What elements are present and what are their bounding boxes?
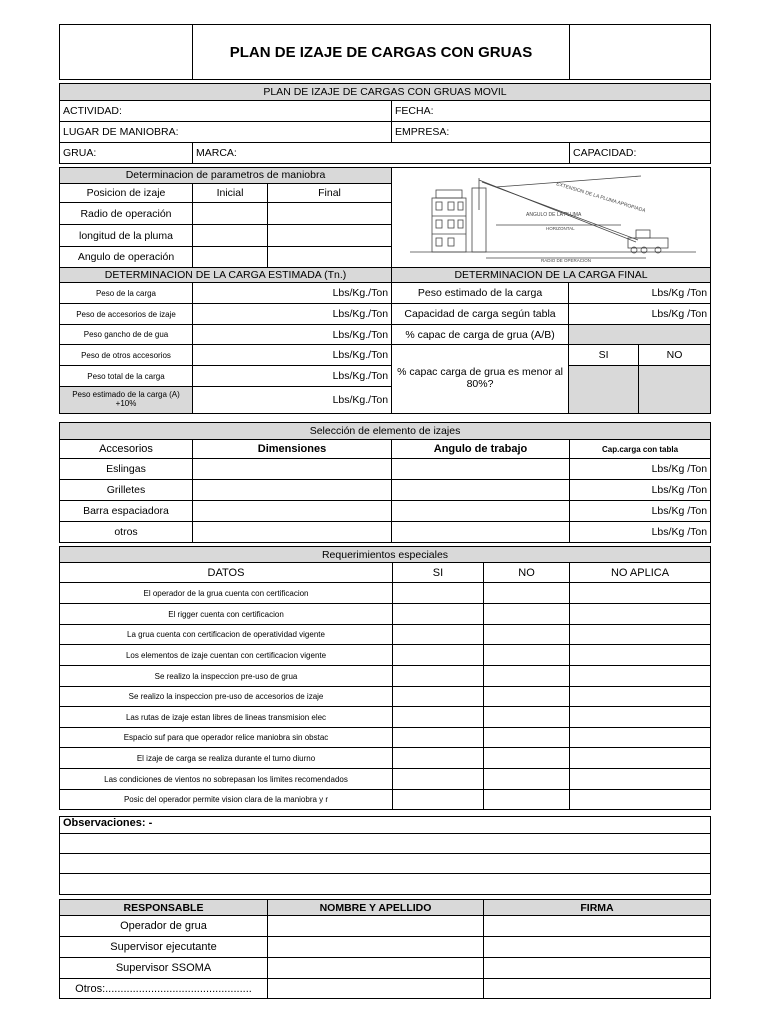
- req-item: Se realizo la inspeccion pre-uso de accesorios de izaje: [60, 687, 393, 707]
- estimada-label-total: Peso total de la carga: [60, 366, 193, 387]
- req-no-cell[interactable]: [484, 728, 570, 748]
- req-si-cell[interactable]: [393, 604, 484, 625]
- param-label-angulo: Angulo de operación: [60, 247, 193, 268]
- req-na-cell[interactable]: [570, 707, 711, 728]
- param-label-posicion: Posicion de izaje: [60, 183, 193, 203]
- seleccion-angulo[interactable]: [392, 501, 570, 522]
- req-no-cell[interactable]: [484, 583, 570, 604]
- estimada-unit-peso-carga[interactable]: Lbs/Kg./Ton: [193, 283, 392, 304]
- seleccion-angulo[interactable]: [392, 480, 570, 501]
- req-item: Posic del operador permite vision clara de la maniobra y r: [60, 790, 393, 810]
- firmas-header-nombre: NOMBRE Y APELLIDO: [268, 900, 484, 916]
- req-no-cell[interactable]: [484, 769, 570, 790]
- req-no-cell[interactable]: [484, 748, 570, 769]
- requerimientos-table: [59, 546, 711, 810]
- seleccion-header-dimensiones: Dimensiones: [193, 440, 392, 459]
- firmas-row-supervisor: Supervisor ejecutante: [60, 937, 268, 958]
- final-label-pct-capac: % capac de carga de grua (A/B): [392, 325, 569, 345]
- req-si-cell[interactable]: [393, 625, 484, 645]
- param-col-final: Final: [268, 183, 392, 203]
- lugar-field[interactable]: LUGAR DE MANIOBRA:: [60, 122, 392, 143]
- seleccion-item-grilletes: Grilletes: [60, 480, 193, 501]
- req-na-cell[interactable]: [570, 728, 711, 748]
- req-no-cell[interactable]: [484, 707, 570, 728]
- estimada-label-final: [60, 387, 193, 414]
- logo-cell: [60, 25, 193, 80]
- firmas-firma-cell[interactable]: [484, 916, 711, 937]
- actividad-field[interactable]: ACTIVIDAD:: [60, 101, 392, 122]
- seleccion-dim[interactable]: [193, 480, 392, 501]
- req-si-cell[interactable]: [393, 707, 484, 728]
- grua-field[interactable]: GRUA:: [60, 143, 193, 164]
- diagram-label-extension: EXTENSION DE LA PLUMA APROPIADA: [555, 181, 647, 215]
- seleccion-title: Selección de elemento de izajes: [60, 423, 711, 440]
- req-si-cell[interactable]: [393, 748, 484, 769]
- seleccion-header-angulo: Angulo de trabajo: [392, 440, 570, 459]
- seleccion-unit[interactable]: Lbs/Kg /Ton: [570, 522, 711, 543]
- param-label-radio: Radio de operación: [60, 203, 193, 225]
- req-header-datos: DATOS: [60, 563, 393, 583]
- seleccion-unit[interactable]: Lbs/Kg /Ton: [570, 459, 711, 480]
- req-na-cell[interactable]: [570, 769, 711, 790]
- req-no-cell[interactable]: [484, 666, 570, 687]
- req-no-cell[interactable]: [484, 687, 570, 707]
- firmas-header-firma: FIRMA: [484, 900, 711, 916]
- param-longitud-inicial[interactable]: [193, 225, 268, 247]
- seleccion-item-eslingas: Eslingas: [60, 459, 193, 480]
- firmas-nombre-cell[interactable]: [268, 937, 484, 958]
- req-na-cell[interactable]: [570, 687, 711, 707]
- estimada-label-final-line1: Peso estimado de la carga (A): [72, 390, 180, 400]
- params-loads-table: [59, 167, 711, 414]
- seleccion-header-accesorios: Accesorios: [60, 440, 193, 459]
- firmas-table: [59, 899, 711, 999]
- firmas-row-ssoma: Supervisor SSOMA: [60, 958, 268, 979]
- req-item: El izaje de carga se realiza durante el turno diurno: [60, 748, 393, 769]
- req-item: Las rutas de izaje estan libres de lineas transmision elec: [60, 707, 393, 728]
- firmas-header-responsable: RESPONSABLE: [60, 900, 268, 916]
- req-si-cell[interactable]: [393, 666, 484, 687]
- estimada-label-final-line2: +10%: [115, 399, 137, 408]
- observaciones-line[interactable]: [60, 874, 711, 895]
- final-label-pregunta: % capac carga de grua es menor al 80%?: [392, 345, 569, 414]
- final-label-capacidad-tabla: Capacidad de carga según tabla: [392, 304, 569, 325]
- estimada-unit-otros[interactable]: Lbs/Kg./Ton: [193, 345, 392, 366]
- param-angulo-inicial[interactable]: [193, 247, 268, 268]
- seleccion-item-barra: Barra espaciadora: [60, 501, 193, 522]
- final-si-checkbox[interactable]: [569, 366, 639, 414]
- req-item: El operador de la grua cuenta con certificacion: [60, 583, 393, 604]
- param-col-inicial: Inicial: [193, 183, 268, 203]
- estimada-unit-total[interactable]: Lbs/Kg./Ton: [193, 366, 392, 387]
- firmas-nombre-cell[interactable]: [268, 979, 484, 999]
- estimada-title: DETERMINACION DE LA CARGA ESTIMADA (Tn.): [60, 268, 392, 283]
- final-title: DETERMINACION DE LA CARGA FINAL: [392, 268, 711, 283]
- final-label-peso-estimado: Peso estimado de la carga: [392, 283, 569, 304]
- firmas-row-operador: Operador de grua: [60, 916, 268, 937]
- firmas-firma-cell[interactable]: [484, 937, 711, 958]
- diagram-label-horizontal: HORIZONTAL: [546, 226, 575, 231]
- param-radio-final[interactable]: [268, 203, 392, 225]
- firmas-nombre-cell[interactable]: [268, 958, 484, 979]
- req-si-cell[interactable]: [393, 728, 484, 748]
- observaciones-line[interactable]: [60, 834, 711, 854]
- observaciones-label: Observaciones: -: [60, 817, 711, 834]
- crane-illustration: [394, 170, 708, 262]
- param-angulo-final[interactable]: [268, 247, 392, 268]
- seleccion-unit[interactable]: Lbs/Kg /Ton: [570, 501, 711, 522]
- req-si-cell[interactable]: [393, 790, 484, 810]
- firmas-row-otros[interactable]: Otros:................................................: [60, 979, 268, 999]
- req-si-cell[interactable]: [393, 645, 484, 666]
- final-unit-peso-estimado[interactable]: Lbs/Kg /Ton: [569, 283, 711, 304]
- header-table: [59, 24, 711, 80]
- req-na-cell[interactable]: [570, 790, 711, 810]
- seleccion-header-cap: Cap.carga con tabla: [570, 440, 711, 459]
- req-header-no: NO: [484, 563, 570, 583]
- observaciones-line[interactable]: [60, 854, 711, 874]
- req-na-cell[interactable]: [570, 666, 711, 687]
- seleccion-angulo[interactable]: [392, 522, 570, 543]
- firmas-firma-cell[interactable]: [484, 958, 711, 979]
- final-unit-capacidad-tabla[interactable]: Lbs/Kg /Ton: [569, 304, 711, 325]
- crane-diagram: [392, 168, 711, 268]
- seleccion-unit[interactable]: Lbs/Kg /Ton: [570, 480, 711, 501]
- estimada-label-gancho: Peso gancho de de gua: [60, 325, 193, 345]
- param-label-longitud: longitud de la pluma: [60, 225, 193, 247]
- info-table: [59, 83, 711, 164]
- req-si-cell[interactable]: [393, 769, 484, 790]
- req-item: El rigger cuenta con certificacion: [60, 604, 393, 625]
- seleccion-dim[interactable]: [193, 501, 392, 522]
- req-na-cell[interactable]: [570, 645, 711, 666]
- estimada-label-otros: Peso de otros accesorios: [60, 345, 193, 366]
- req-header-no-aplica: NO APLICA: [570, 563, 711, 583]
- req-si-cell[interactable]: [393, 583, 484, 604]
- seleccion-item-otros: otros: [60, 522, 193, 543]
- req-item: Los elementos de izaje cuentan con certificacion vigente: [60, 645, 393, 666]
- final-no-header: NO: [639, 345, 711, 366]
- params-title: Determinacion de parametros de maniobra: [60, 168, 392, 184]
- req-na-cell[interactable]: [570, 748, 711, 769]
- estimada-label-peso-carga: Peso de la carga: [60, 283, 193, 304]
- req-no-cell[interactable]: [484, 645, 570, 666]
- requerimientos-title: Requerimientos especiales: [60, 547, 711, 563]
- final-si-header: SI: [569, 345, 639, 366]
- seleccion-dim[interactable]: [193, 522, 392, 543]
- req-na-cell[interactable]: [570, 583, 711, 604]
- empresa-field[interactable]: EMPRESA:: [392, 122, 711, 143]
- estimada-label-accesorios: Peso de accesorios de izaje: [60, 304, 193, 325]
- req-no-cell[interactable]: [484, 604, 570, 625]
- estimada-unit-gancho[interactable]: Lbs/Kg./Ton: [193, 325, 392, 345]
- diagram-label-radio: RADIO DE OPERACION: [541, 258, 592, 262]
- req-item: La grua cuenta con certificacion de operatividad vigente: [60, 625, 393, 645]
- page-title: PLAN DE IZAJE DE CARGAS CON GRUAS: [193, 25, 570, 80]
- capacidad-field[interactable]: CAPACIDAD:: [570, 143, 711, 164]
- seleccion-dim[interactable]: [193, 459, 392, 480]
- observaciones-table: [59, 816, 711, 895]
- info-section-title: PLAN DE IZAJE DE CARGAS CON GRUAS MOVIL: [60, 84, 711, 101]
- req-na-cell[interactable]: [570, 604, 711, 625]
- seleccion-angulo[interactable]: [392, 459, 570, 480]
- req-si-cell[interactable]: [393, 687, 484, 707]
- req-item: Las condiciones de vientos no sobrepasan los limites recomendados: [60, 769, 393, 790]
- estimada-unit-final[interactable]: Lbs/Kg./Ton: [193, 387, 392, 414]
- diagram-label-angulo: ANGULO DE LA PLUMA: [526, 212, 582, 218]
- req-na-cell[interactable]: [570, 625, 711, 645]
- req-item: Se realizo la inspeccion pre-uso de grua: [60, 666, 393, 687]
- final-pct-capac-value[interactable]: [569, 325, 711, 345]
- req-item: Espacio suf para que operador relice maniobra sin obstac: [60, 728, 393, 748]
- req-no-cell[interactable]: [484, 790, 570, 810]
- code-cell: [570, 25, 711, 80]
- fecha-field[interactable]: FECHA:: [392, 101, 711, 122]
- req-header-si: SI: [393, 563, 484, 583]
- estimada-unit-accesorios[interactable]: Lbs/Kg./Ton: [193, 304, 392, 325]
- final-no-checkbox[interactable]: [639, 366, 711, 414]
- firmas-nombre-cell[interactable]: [268, 916, 484, 937]
- marca-field[interactable]: MARCA:: [193, 143, 570, 164]
- param-radio-inicial[interactable]: [193, 203, 268, 225]
- seleccion-table: [59, 422, 711, 543]
- req-no-cell[interactable]: [484, 625, 570, 645]
- firmas-firma-cell[interactable]: [484, 979, 711, 999]
- param-longitud-final[interactable]: [268, 225, 392, 247]
